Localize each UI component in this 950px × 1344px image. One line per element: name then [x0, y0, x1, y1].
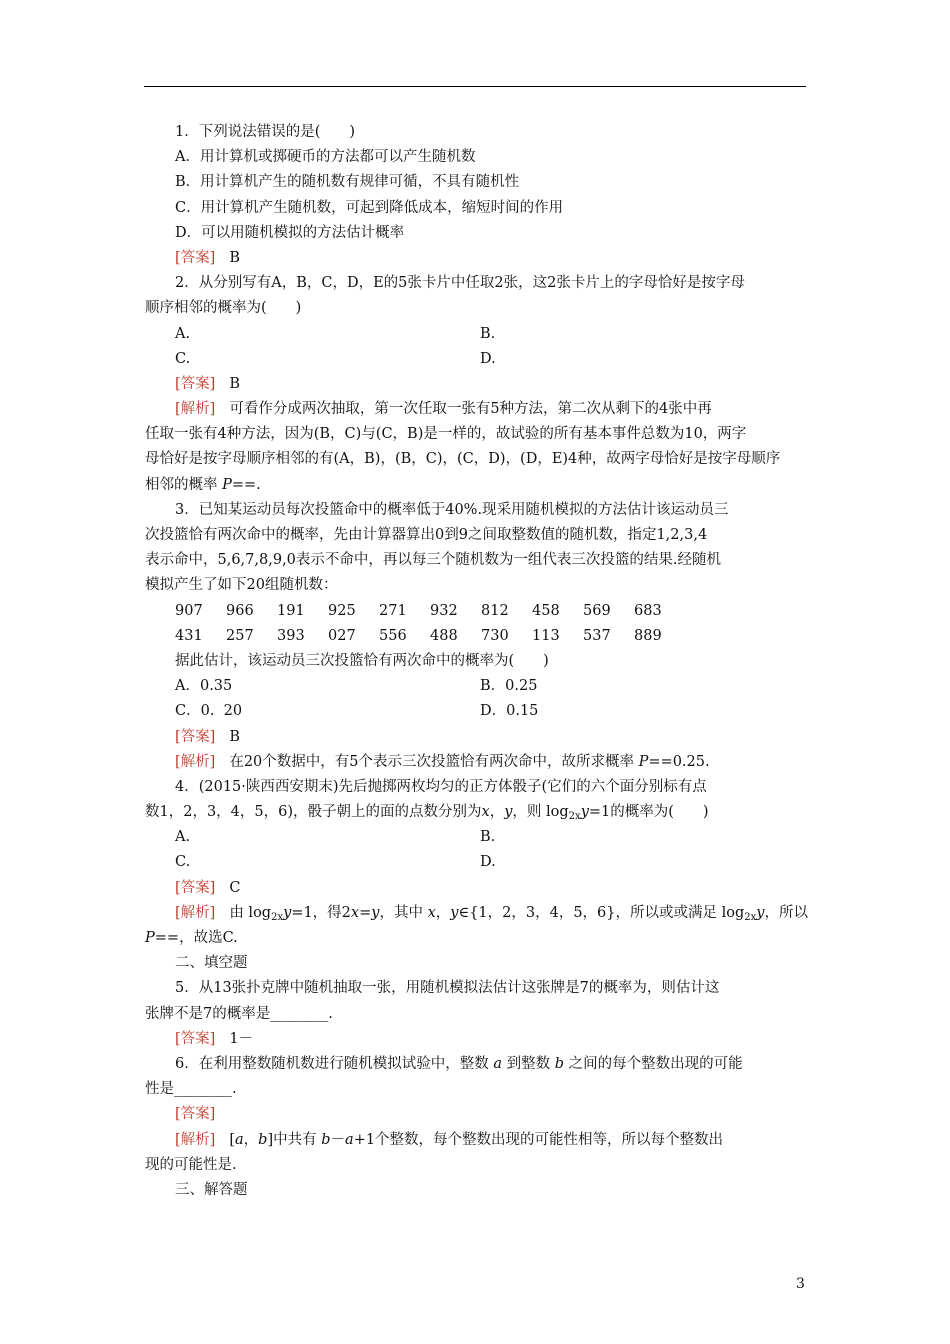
- section-fill-in-title: 二、填空题: [175, 955, 248, 972]
- random-number: 556: [379, 627, 407, 644]
- q6-analysis-line2: 现的可能性是.: [145, 1156, 237, 1173]
- answer-label: [答案]: [175, 728, 216, 745]
- q1-option-d: D．可以用随机模拟的方法估计概率: [175, 224, 405, 241]
- document-body: [145, 120, 807, 1203]
- random-number: 191: [277, 602, 305, 619]
- random-number: 925: [328, 602, 356, 619]
- q4-options-ab: A. B.: [175, 829, 496, 846]
- q6-stem-line1: 6．在利用整数随机数进行随机模拟试验中，整数 a 到整数 b 之间的每个整数出现的可能: [175, 1055, 743, 1072]
- q4-answer: [答案] C: [175, 879, 241, 896]
- q3-options-cd: C．0. 20 D．0.15: [175, 703, 539, 720]
- random-number: 257: [226, 627, 254, 644]
- q3-question: 据此估计，该运动员三次投篮恰有两次命中的概率为( ): [175, 652, 549, 669]
- q4-stem-line1: 4．(2015·陕西西安期末)先后抛掷两枚均匀的正方体骰子(它们的六个面分别标有点: [175, 778, 707, 795]
- q1-option-b: B．用计算机产生的随机数有规律可循，不具有随机性: [175, 174, 520, 191]
- answer-label: [答案]: [175, 249, 216, 266]
- q2-analysis-line4: 相邻的概率 P==.: [145, 476, 261, 493]
- q3-random-numbers-row1: [145, 599, 807, 624]
- q3-stem-line2: 次投篮恰有两次命中的概率，先由计算器算出0到9之间取整数值的随机数，指定1,2,3,4: [145, 527, 708, 543]
- random-number: 393: [277, 627, 305, 644]
- q4-analysis-line1: [解析] 由 $\log_{2x}y=1$，得2x=y，其中 x，y∈{1，2，3，4，5，6}，所以或或满足 $\log_{2x}y$，所以: [175, 904, 808, 923]
- q2-analysis-line3: 母恰好是按字母顺序相邻的有(A，B)，(B，C)，(C，D)，(D，E)4种，故两字母恰好是按字母顺序: [145, 451, 781, 468]
- analysis-label: [解析]: [175, 904, 216, 921]
- q1-answer: [答案] B: [175, 249, 240, 266]
- q5-stem-line1: 5．从13张扑克牌中随机抽取一张，用随机模拟法估计这张牌是7的概率为，则估计这: [175, 980, 720, 997]
- q6-analysis-line1: [解析] [a，b]中共有 b－a+1个整数，每个整数出现的可能性相等，所以每个整数出: [175, 1131, 724, 1148]
- q3-answer: [答案] B: [175, 728, 240, 745]
- q4-options-cd: C. D.: [175, 854, 496, 871]
- q1-option-a: A．用计算机或掷硬币的方法都可以产生随机数: [175, 149, 476, 166]
- page-number: 3: [796, 1276, 805, 1292]
- random-number: 907: [175, 602, 203, 619]
- q6-stem-line2: 性是________.: [145, 1081, 237, 1098]
- analysis-label: [解析]: [175, 401, 216, 418]
- q2-stem-line1: 2．从分别写有A，B，C，D，E的5张卡片中任取2张，这2张卡片上的字母恰好是按字母: [175, 275, 745, 292]
- random-number: 431: [175, 627, 203, 644]
- q1-option-c: C．用计算机产生随机数，可起到降低成本，缩短时间的作用: [175, 199, 564, 216]
- answer-label: [答案]: [175, 879, 216, 896]
- q3-stem-line1: 3．已知某运动员每次投篮命中的概率低于40%.现采用随机模拟的方法估计该运动员三: [175, 501, 729, 518]
- analysis-label: [解析]: [175, 1131, 216, 1148]
- q2-analysis-line2: 任取一张有4种方法，因为(B，C)与(C，B)是一样的，故试验的所有基本事件总数为10，两字: [145, 426, 747, 443]
- random-number: 569: [583, 602, 611, 619]
- random-number: 812: [481, 602, 509, 619]
- q3-random-numbers-row2: [145, 624, 807, 649]
- q1-stem: 1．下列说法错误的是( ): [175, 124, 356, 140]
- random-number: 458: [532, 602, 560, 619]
- q3-options-ab: A．0.35 B．0.25: [175, 678, 538, 695]
- q4-stem-line2: 数1，2，3，4，5，6)，骰子朝上的面的点数分别为x，y，则 $\log_{2x}y=1$的概率为( ): [145, 804, 709, 823]
- q2-answer: [答案] B: [175, 375, 240, 392]
- q5-stem-line2: 张牌不是7的概率是________.: [145, 1005, 333, 1022]
- q5-answer: [答案] 1－: [175, 1030, 254, 1047]
- header-rule: [144, 86, 806, 87]
- random-number: 027: [328, 627, 356, 644]
- q3-stem-line4: 模拟产生了如下20组随机数：: [145, 577, 338, 594]
- q3-stem-line3: 表示命中，5,6,7,8,9,0表示不命中，再以每三个随机数为一组代表三次投篮的结果.经随机: [145, 552, 722, 569]
- q2-options-cd: C. D.: [175, 350, 496, 367]
- answer-label: [答案]: [175, 375, 216, 392]
- q2-analysis-line1: [解析] 可看作分成两次抽取，第一次任取一张有5种方法，第二次从剩下的4张中再: [175, 401, 712, 418]
- analysis-label: [解析]: [175, 753, 216, 770]
- random-number: 537: [583, 627, 611, 644]
- random-number: 488: [430, 627, 458, 644]
- random-number: 889: [634, 627, 662, 644]
- answer-label: [答案]: [175, 1106, 216, 1123]
- q3-analysis: [解析] 在20个数据中，有5个表示三次投篮恰有两次命中，故所求概率 P==0.25.: [175, 753, 710, 770]
- random-number: 271: [379, 602, 407, 619]
- q4-analysis-line2: P==，故选C.: [145, 930, 238, 946]
- random-number: 932: [430, 602, 458, 619]
- random-number: 113: [532, 627, 560, 644]
- random-number: 966: [226, 602, 254, 619]
- random-number: 730: [481, 627, 509, 644]
- q2-options-ab: A. B.: [175, 325, 496, 342]
- section-solve-title: 三、解答题: [175, 1181, 248, 1198]
- answer-label: [答案]: [175, 1030, 216, 1047]
- q2-stem-line2: 顺序相邻的概率为( ): [145, 300, 302, 317]
- q6-answer: [145, 1102, 807, 1127]
- random-number: 683: [634, 602, 662, 619]
